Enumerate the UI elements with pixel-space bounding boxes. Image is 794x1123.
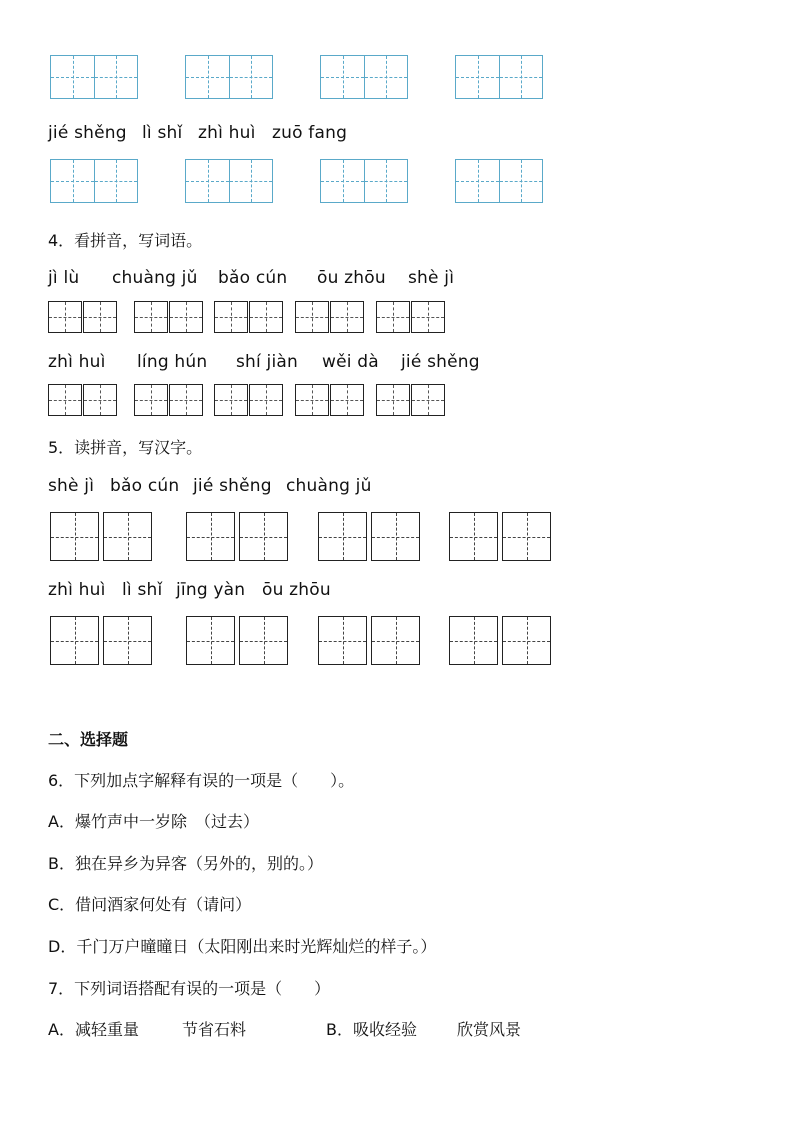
pinyin-label: shí jiàn <box>236 352 298 372</box>
writing-grid[interactable] <box>295 301 364 333</box>
writing-grid[interactable] <box>185 159 273 203</box>
writing-grid[interactable] <box>185 55 273 99</box>
writing-grid[interactable] <box>455 55 543 99</box>
writing-grid[interactable] <box>318 512 420 561</box>
section-heading: 二、选择题 <box>48 730 129 749</box>
pinyin-label: bǎo cún <box>218 268 288 288</box>
writing-grid[interactable] <box>376 301 445 333</box>
writing-grid[interactable] <box>134 384 203 416</box>
writing-grid[interactable] <box>50 159 138 203</box>
writing-grid[interactable] <box>48 301 117 333</box>
pinyin-label: shè jì <box>408 268 455 288</box>
writing-grid[interactable] <box>50 616 152 665</box>
pinyin-label: jié shěng <box>48 123 127 143</box>
question-5-title: 5．读拼音，写汉字。 <box>48 438 203 457</box>
pinyin-label: zhì huì <box>48 580 106 600</box>
question-4-title: 4．看拼音，写词语。 <box>48 231 203 250</box>
writing-grid[interactable] <box>455 159 543 203</box>
writing-grid[interactable] <box>214 301 283 333</box>
writing-grid[interactable] <box>449 616 551 665</box>
question-7-option-a[interactable]: A．减轻重量 <box>48 1020 139 1039</box>
pinyin-label: ōu zhōu <box>262 580 331 600</box>
pinyin-label: zuō fang <box>272 123 348 143</box>
pinyin-label: wěi dà <box>322 352 379 372</box>
pinyin-label: chuàng jǔ <box>286 476 372 496</box>
question-6-option-b[interactable]: B．独在异乡为异客（另外的，别的。） <box>48 854 323 873</box>
writing-grid[interactable] <box>376 384 445 416</box>
question-7-stem: 7．下列词语搭配有误的一项是（ ） <box>48 979 331 998</box>
pinyin-label: shè jì <box>48 476 95 496</box>
writing-grid[interactable] <box>134 301 203 333</box>
writing-grid[interactable] <box>48 384 117 416</box>
pinyin-label: líng hún <box>137 352 208 372</box>
writing-grid[interactable] <box>186 512 288 561</box>
writing-grid[interactable] <box>50 512 152 561</box>
pinyin-label: chuàng jǔ <box>112 268 198 288</box>
question-6-option-a[interactable]: A．爆竹声中一岁除 （过去） <box>48 812 259 831</box>
pinyin-label: ōu zhōu <box>317 268 386 288</box>
question-7-option-b-word2: 欣赏风景 <box>457 1020 522 1039</box>
pinyin-label: lì shǐ <box>122 580 163 600</box>
pinyin-label: lì shǐ <box>142 123 183 143</box>
pinyin-label: zhì huì <box>48 352 106 372</box>
pinyin-label: bǎo cún <box>110 476 180 496</box>
pinyin-label: jié shěng <box>401 352 480 372</box>
question-6-option-d[interactable]: D．千门万户曈曈日（太阳刚出来时光辉灿烂的样子。） <box>48 937 437 956</box>
writing-grid[interactable] <box>50 55 138 99</box>
writing-grid[interactable] <box>186 616 288 665</box>
pinyin-label: jīng yàn <box>176 580 246 600</box>
question-6-stem: 6．下列加点字解释有误的一项是（ ）。 <box>48 771 355 790</box>
writing-grid[interactable] <box>295 384 364 416</box>
pinyin-label: jì lù <box>48 268 80 288</box>
writing-grid[interactable] <box>320 159 408 203</box>
pinyin-label: zhì huì <box>198 123 256 143</box>
writing-grid[interactable] <box>214 384 283 416</box>
writing-grid[interactable] <box>449 512 551 561</box>
writing-grid[interactable] <box>318 616 420 665</box>
question-7-option-a-word2: 节省石料 <box>182 1020 247 1039</box>
pinyin-label: jié shěng <box>193 476 272 496</box>
writing-grid[interactable] <box>320 55 408 99</box>
question-7-option-b[interactable]: B．吸收经验 <box>326 1020 417 1039</box>
question-6-option-c[interactable]: C．借问酒家何处有（请问） <box>48 895 252 914</box>
